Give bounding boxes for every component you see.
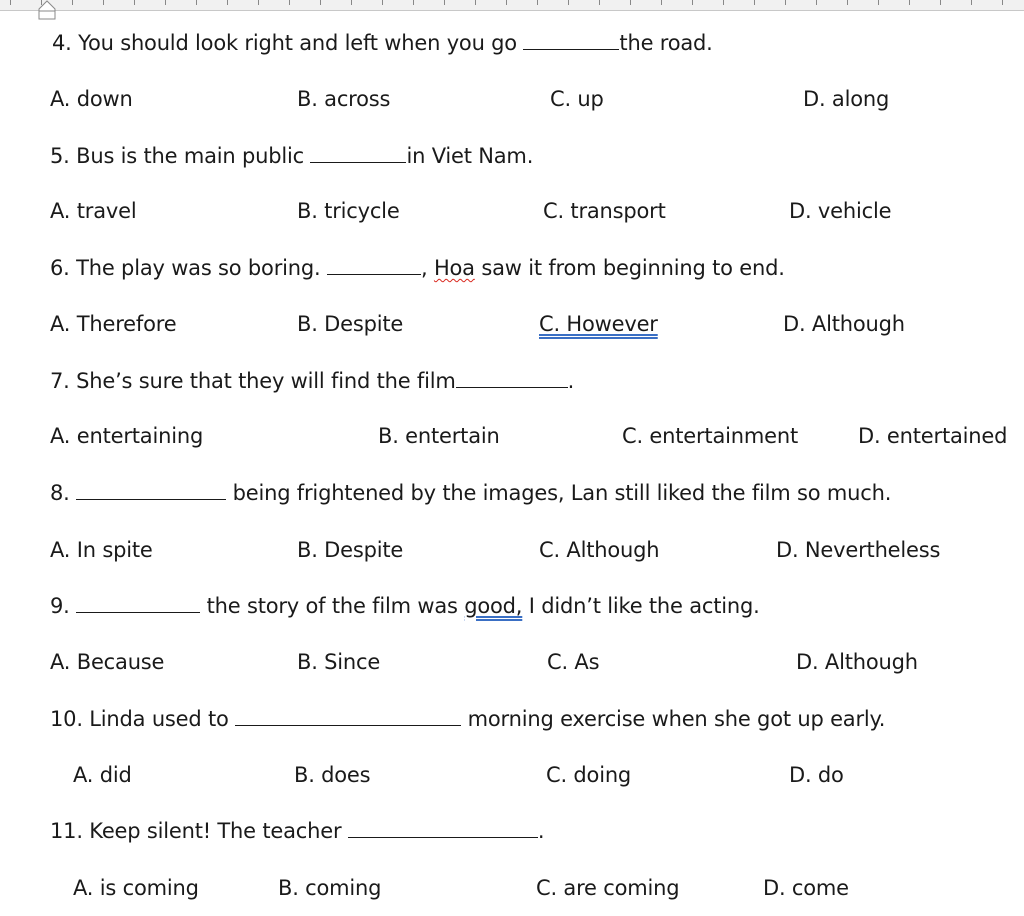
option-b: B. Despite (297, 312, 404, 336)
question-text: . (567, 369, 575, 393)
ruler-tick (227, 0, 228, 5)
option-b: B. across (297, 87, 391, 111)
ruler-tick (940, 0, 941, 5)
question-text: The play was so boring. (76, 256, 321, 280)
indent-marker-icon[interactable] (38, 0, 56, 20)
ruler-tick (196, 0, 197, 5)
ruler-tick (165, 0, 166, 5)
grammar-word: good, (464, 594, 523, 618)
option-d: D. along (803, 87, 890, 111)
question-comma: , (420, 256, 428, 280)
option-a: A. travel (50, 199, 137, 223)
answer-blank[interactable] (310, 144, 406, 163)
ruler-tick (692, 0, 693, 5)
option-a: A. Therefore (50, 312, 177, 336)
option-b: B. does (294, 763, 371, 787)
question-number: 8. (50, 481, 70, 505)
ruler-tick (413, 0, 414, 5)
ruler-tick (506, 0, 507, 5)
ruler-tick (599, 0, 600, 5)
option-b: B. coming (278, 876, 382, 900)
spellcheck-word: Hoa (433, 256, 475, 280)
ruler-tick (351, 0, 352, 5)
ruler-tick (909, 0, 910, 5)
option-c: C. up (550, 87, 604, 111)
ruler-tick (785, 0, 786, 5)
option-b: B. tricycle (297, 199, 400, 223)
option-c: C. However (539, 312, 658, 336)
ruler-tick (537, 0, 538, 5)
ruler (0, 0, 1024, 11)
option-c: C. are coming (536, 876, 680, 900)
ruler-tick (72, 0, 73, 5)
option-d: D. Nevertheless (776, 538, 941, 562)
ruler-tick (475, 0, 476, 5)
option-d: D. Although (783, 312, 905, 336)
option-a: A. did (73, 763, 132, 787)
ruler-tick (258, 0, 259, 5)
ruler-tick (320, 0, 321, 5)
question-11 (50, 819, 544, 843)
ruler-tick (1002, 0, 1003, 5)
question-number: 9. (50, 594, 70, 618)
question-9 (50, 594, 760, 618)
ruler-tick (10, 0, 11, 5)
option-a: A. Because (50, 650, 165, 674)
ruler-tick (134, 0, 135, 5)
question-7 (50, 369, 574, 393)
ruler-tick (878, 0, 879, 5)
ruler-tick (816, 0, 817, 5)
option-a: A. is coming (73, 876, 199, 900)
option-a: A. entertaining (50, 424, 204, 448)
question-number: 5. (50, 144, 70, 168)
question-text: Bus is the main public (76, 144, 304, 168)
ruler-tick (847, 0, 848, 5)
ruler-tick (289, 0, 290, 5)
question-number: 6. (50, 256, 70, 280)
answer-blank[interactable] (76, 594, 200, 613)
option-d: D. vehicle (789, 199, 892, 223)
ruler-tick (568, 0, 569, 5)
ruler-tick (444, 0, 445, 5)
option-d: D. come (763, 876, 849, 900)
ruler-tick (630, 0, 631, 5)
option-c: C. entertainment (622, 424, 798, 448)
question-text: Keep silent! The teacher (89, 819, 342, 843)
option-d: D. Although (796, 650, 918, 674)
ruler-tick (723, 0, 724, 5)
option-c: C. transport (543, 199, 666, 223)
option-c: C. doing (546, 763, 632, 787)
answer-blank[interactable] (523, 31, 619, 50)
question-number: 7. (50, 369, 70, 393)
option-b: B. Since (297, 650, 381, 674)
option-a: A. down (50, 87, 133, 111)
question-4 (52, 31, 713, 55)
answer-blank[interactable] (235, 707, 461, 726)
question-10 (50, 707, 885, 731)
option-d: D. entertained (858, 424, 1008, 448)
question-text: I didn’t like the acting. (528, 594, 760, 618)
answer-blank[interactable] (348, 819, 538, 838)
question-text: the road. (619, 31, 713, 55)
option-a: A. In spite (50, 538, 153, 562)
ruler-tick (754, 0, 755, 5)
question-5 (50, 144, 533, 168)
question-text: saw it from beginning to end. (481, 256, 785, 280)
option-d: D. do (789, 763, 844, 787)
option-b: B. Despite (297, 538, 404, 562)
option-c: C. As (547, 650, 600, 674)
question-number: 11. (50, 819, 83, 843)
question-text: being frightened by the images, Lan still liked the film so much. (232, 481, 892, 505)
answer-blank[interactable] (76, 481, 226, 500)
question-text: morning exercise when she got up early. (467, 707, 886, 731)
question-text: the story of the film was (206, 594, 458, 618)
question-text: She’s sure that they will find the film (76, 369, 456, 393)
ruler-tick (971, 0, 972, 5)
answer-blank[interactable] (456, 369, 568, 388)
question-text: Linda used to (89, 707, 229, 731)
question-text: You should look right and left when you go (78, 31, 517, 55)
question-text: in Viet Nam. (406, 144, 534, 168)
option-c: C. Although (539, 538, 660, 562)
answer-blank[interactable] (327, 256, 421, 275)
ruler-tick (103, 0, 104, 5)
ruler-tick (661, 0, 662, 5)
question-text: . (537, 819, 545, 843)
question-number: 4. (52, 31, 72, 55)
option-b: B. entertain (378, 424, 500, 448)
question-number: 10. (50, 707, 83, 731)
question-8 (50, 481, 891, 505)
ruler-tick (382, 0, 383, 5)
question-6 (50, 256, 785, 280)
